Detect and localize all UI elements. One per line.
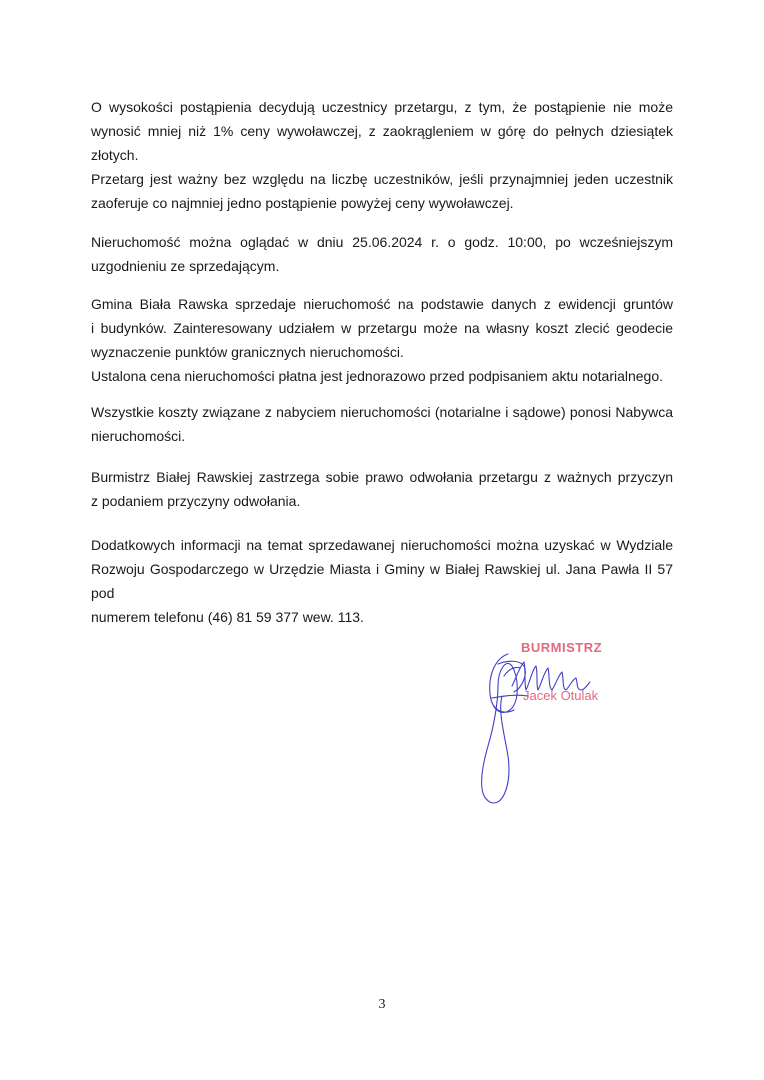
text-line: Gmina Biała Rawska sprzedaje nieruchomość na podstawie danych z ewidencji gruntów (91, 296, 673, 312)
paragraph-land-registry (91, 292, 673, 388)
text-line: i budynków. Zainteresowany udziałem w przetargu może na własny koszt zlecić geodecie (91, 320, 673, 336)
text-line: z podaniem przyczyny odwołania. (91, 493, 301, 509)
paragraph-contact-info (91, 533, 673, 629)
stamp-name: Jacek Otulak (523, 688, 599, 703)
text-line: Dodatkowych informacji na temat sprzedawanej nieruchomości można uzyskać w Wydziale (91, 537, 673, 553)
text-line: Nieruchomość można oglądać w dniu 25.06.2024 r. o godz. 10:00, po wcześniejszym (91, 234, 673, 250)
text-line: wynosić mniej niż 1% ceny wywoławczej, z zaokrągleniem w górę do pełnych dziesiątek (91, 123, 673, 139)
text-line: Burmistrz Białej Rawskiej zastrzega sobie prawo odwołania przetargu z ważnych przyczyn (91, 469, 673, 485)
text-line: zaoferuje co najmniej jedno postąpienie powyżej ceny wywoławczej. (91, 195, 514, 211)
paragraph-viewing-date (91, 230, 673, 278)
text-line: Przetarg jest ważny bez względu na liczbę uczestników, jeśli przynajmniej jeden uczestnik (91, 171, 673, 187)
paragraph-bid-increment (91, 95, 673, 215)
text-line: O wysokości postąpienia decydują uczestnicy przetargu, z tym, że postąpienie nie może (91, 99, 673, 115)
text-line: nieruchomości. (91, 428, 186, 444)
stamp-title: BURMISTRZ (521, 640, 603, 655)
paragraph-costs (91, 400, 673, 448)
text-line: Ustalona cena nieruchomości płatna jest jednorazowo przed podpisaniem aktu notarialnego. (91, 368, 664, 384)
signature-block (468, 636, 618, 811)
paragraph-cancellation-right (91, 465, 673, 513)
text-line: Wszystkie koszty związane z nabyciem nieruchomości (notarialne i sądowe) ponosi Nabywca (91, 404, 673, 420)
page-number: 3 (378, 997, 386, 1012)
text-line: wyznaczenie punktów granicznych nieruchomości. (91, 344, 404, 360)
text-line: numerem telefonu (46) 81 59 377 wew. 113. (91, 609, 364, 625)
text-line: uzgodnieniu ze sprzedającym. (91, 258, 280, 274)
text-line: Rozwoju Gospodarczego w Urzędzie Miasta i Gminy w Białej Rawskiej ul. Jana Pawła II 57 pod (91, 561, 673, 601)
handwritten-signature (468, 636, 618, 811)
text-line: złotych. (91, 147, 139, 163)
